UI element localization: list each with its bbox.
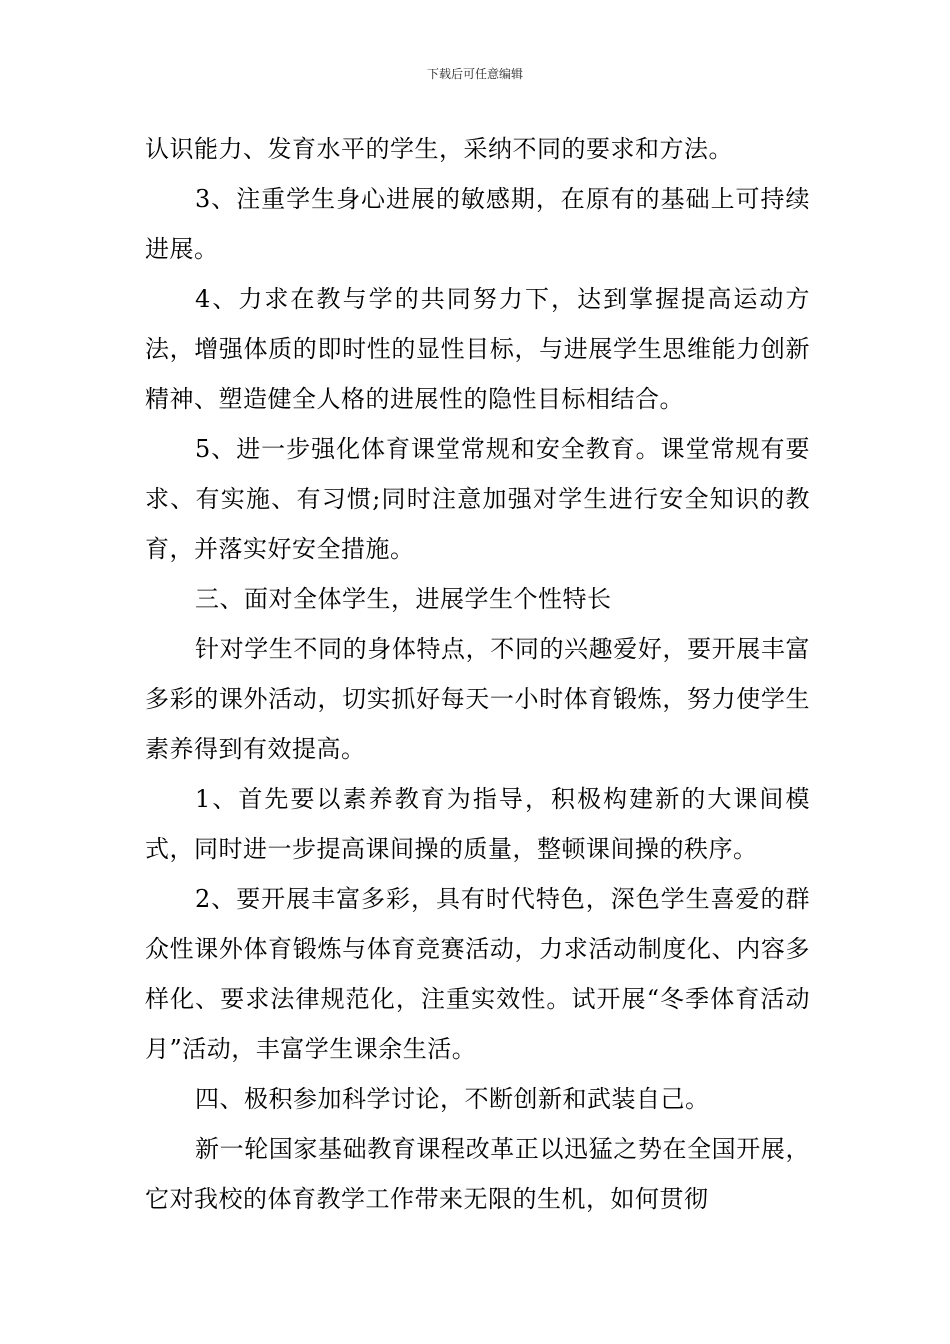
section-heading-3: 三、面对全体学生，进展学生个性特长	[195, 585, 612, 613]
paragraph-7: 2、要开展丰富多彩，具有时代特色，深色学生喜爱的群众性课外体育锻炼与体育竞赛活动，力求活动制度化、内容多样化、要求法律规范化，注重实效性。试开展“冬季体育活动月”活动，丰富学生课余生活。	[145, 885, 810, 1063]
paragraph-8: 新一轮国家基础教育课程改革正以迅猛之势在全国开展，它对我校的体育教学工作带来无限的生机，如何贯彻	[145, 1135, 810, 1213]
paragraph-5: 针对学生不同的身体特点，不同的兴趣爱好，要开展丰富多彩的课外活动，切实抓好每天一小时体育锻炼，努力使学生素养得到有效提高。	[145, 635, 810, 763]
page-header: 下载后可任意编辑	[426, 67, 523, 81]
paragraph-2: 3、注重学生身心进展的敏感期，在原有的基础上可持续进展。	[145, 185, 810, 263]
paragraph-3: 4、力求在教与学的共同努力下，达到掌握提高运动方法，增强体质的即时性的显性目标，与进展学生思维能力创新精神、塑造健全人格的进展性的隐性目标相结合。	[145, 285, 810, 413]
document-body	[145, 124, 810, 1224]
paragraph-1: 认识能力、发育水平的学生，采纳不同的要求和方法。	[145, 135, 733, 163]
paragraph-4: 5、进一步强化体育课堂常规和安全教育。课堂常规有要求、有实施、有习惯;同时注意加强对学生进行安全知识的教育，并落实好安全措施。	[145, 435, 810, 563]
section-heading-4: 四、极积参加科学讨论，不断创新和武装自己。	[195, 1085, 710, 1113]
paragraph-6: 1、首先要以素养教育为指导，积极构建新的大课间模式，同时进一步提高课间操的质量，整顿课间操的秩序。	[145, 785, 810, 863]
